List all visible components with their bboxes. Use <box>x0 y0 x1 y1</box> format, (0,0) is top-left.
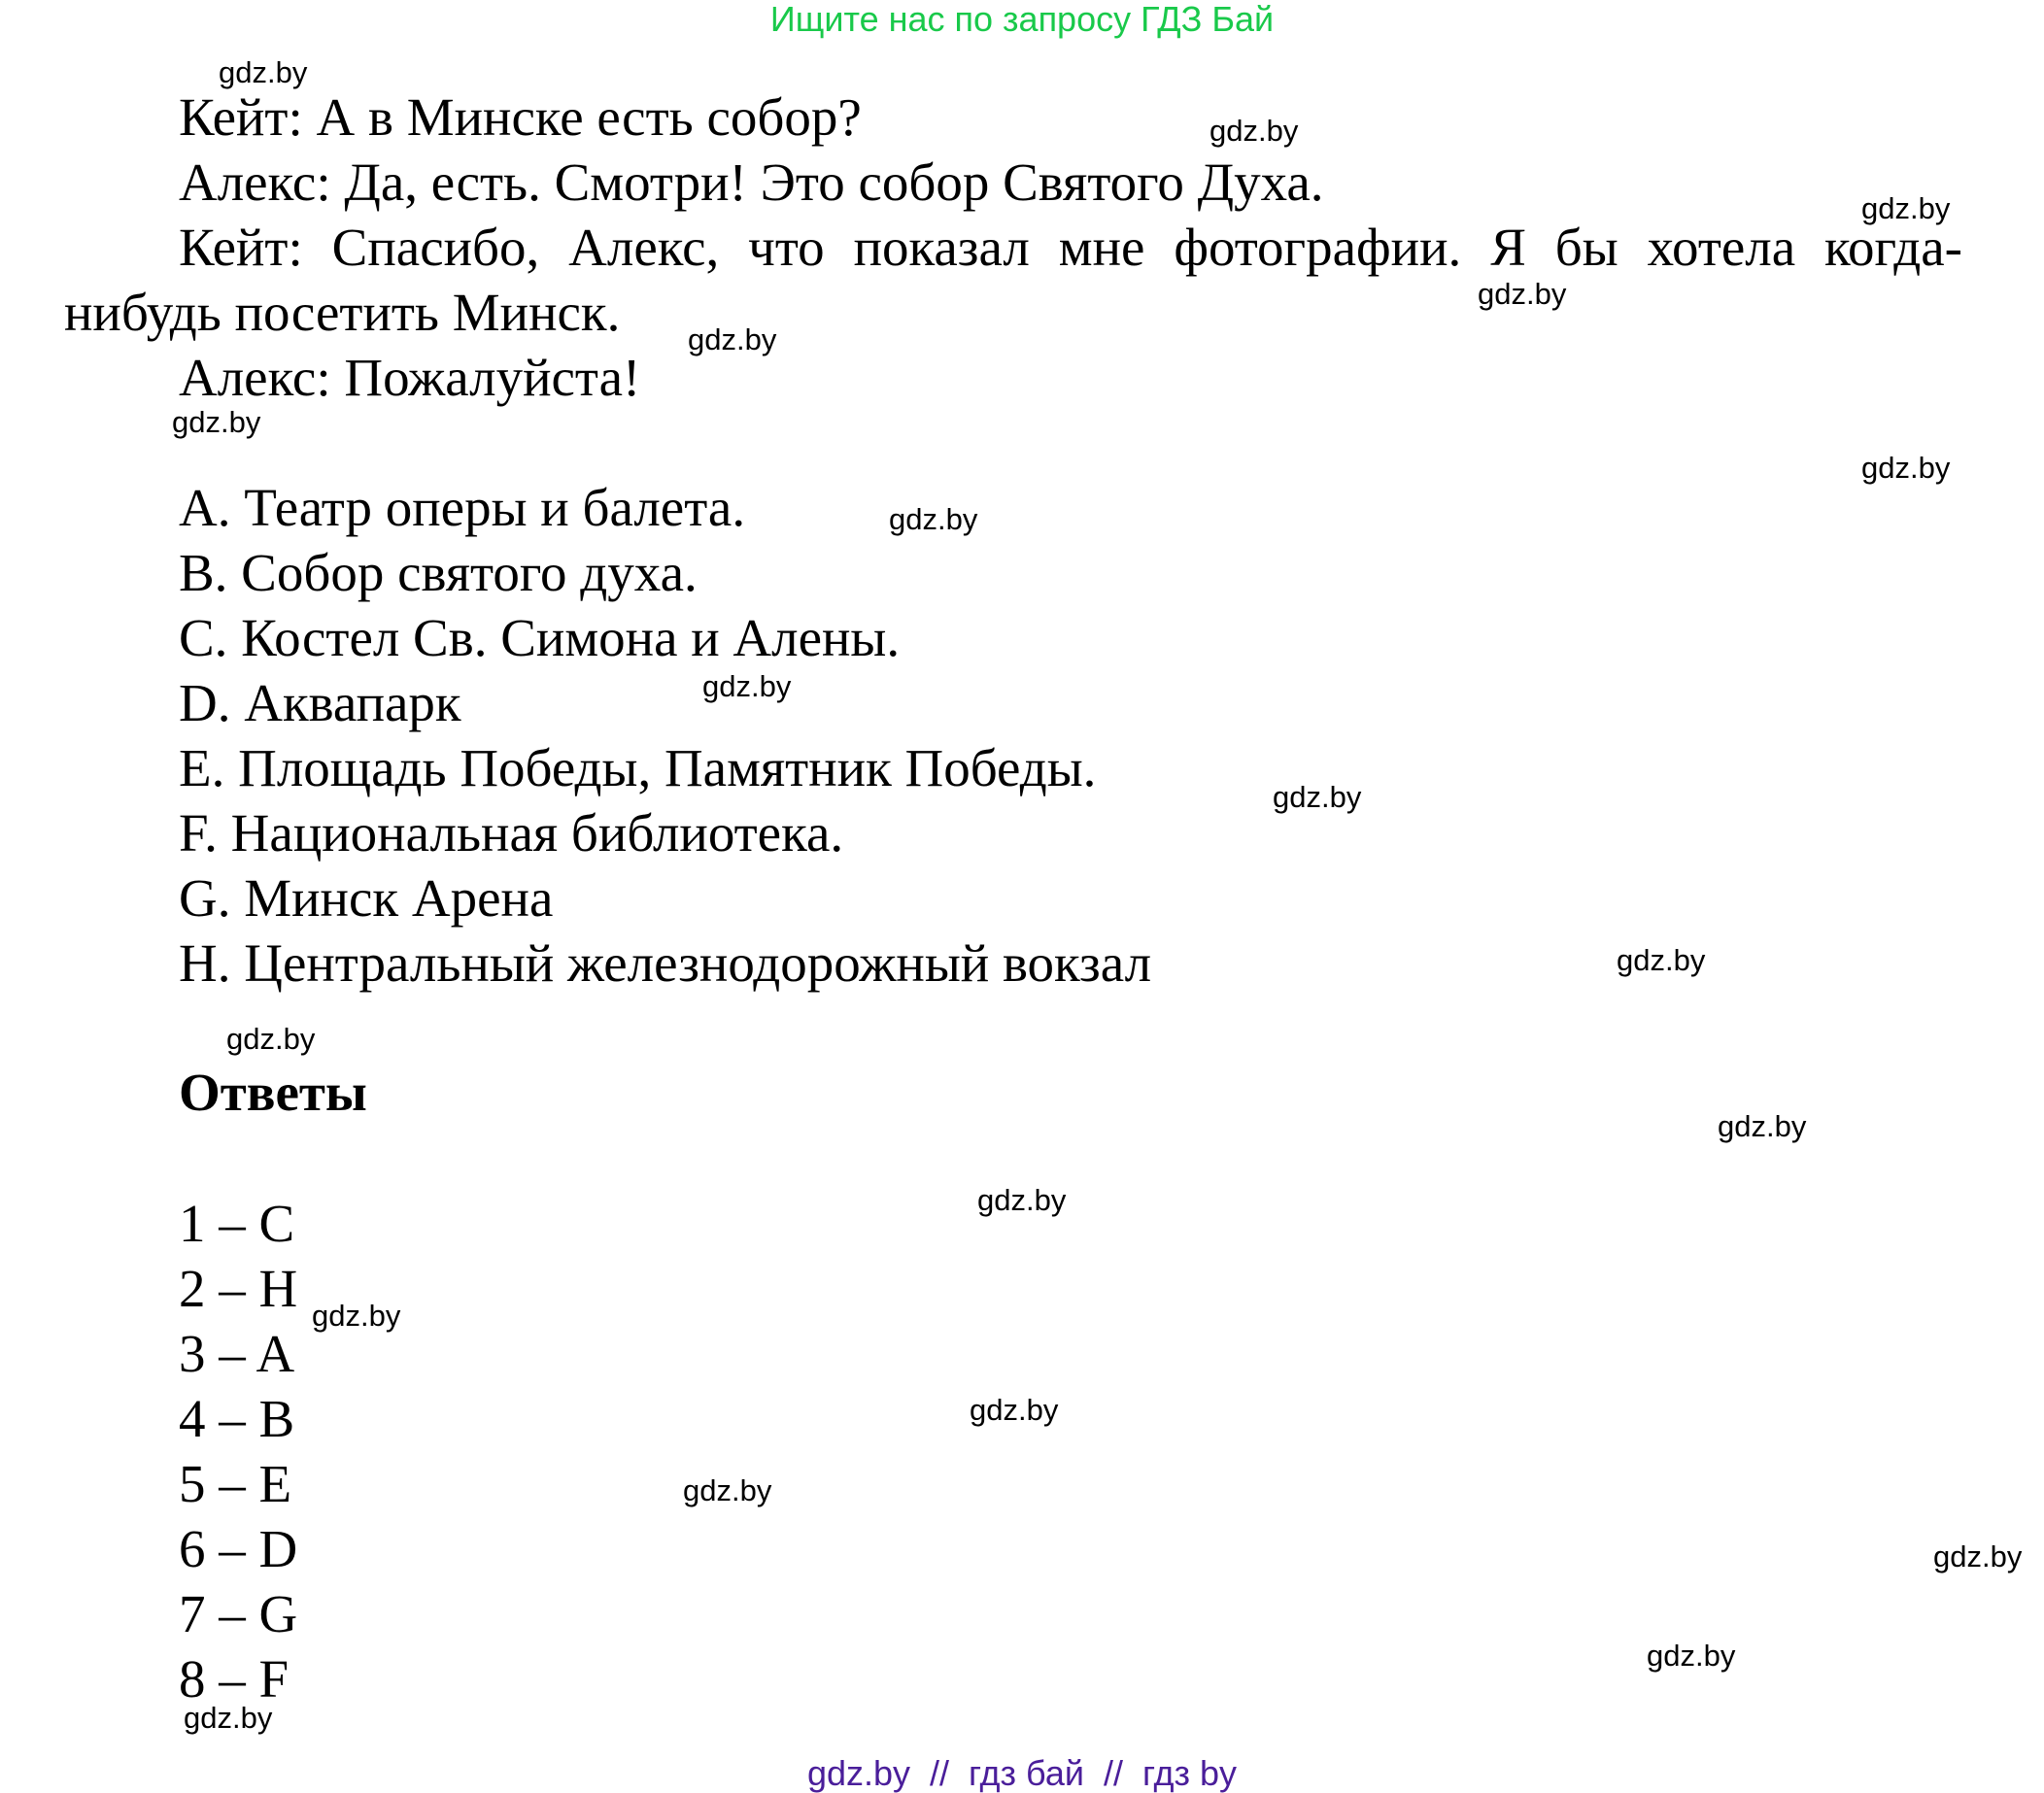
watermark: gdz.by <box>683 1473 772 1507</box>
watermark: gdz.by <box>226 1022 316 1056</box>
answer-item-7: 7 – G <box>179 1584 298 1643</box>
watermark: gdz.by <box>1933 1539 2023 1573</box>
bottom-site-banner: gdz.by // гдз бай // гдз by <box>806 1753 1238 1793</box>
watermark: gdz.by <box>1617 943 1706 977</box>
option-d: D. Аквапарк <box>179 673 461 732</box>
dialogue-line-alex-2: Алекс: Пожалуйста! <box>179 348 641 407</box>
watermark: gdz.by <box>889 502 978 536</box>
watermark: gdz.by <box>1861 191 1951 225</box>
watermark: gdz.by <box>1861 451 1951 485</box>
watermark: gdz.by <box>172 405 261 439</box>
option-h: H. Центральный железнодорожный вокзал <box>179 933 1152 993</box>
watermark: gdz.by <box>1647 1639 1736 1673</box>
watermark: gdz.by <box>688 322 777 356</box>
watermark: gdz.by <box>702 669 792 703</box>
answer-item-5: 5 – E <box>179 1454 292 1513</box>
watermark: gdz.by <box>970 1393 1059 1427</box>
watermark: gdz.by <box>1718 1109 1807 1143</box>
answer-item-8: 8 – F <box>179 1649 290 1708</box>
watermark: gdz.by <box>1273 780 1362 814</box>
dialogue-line-kate-2: Кейт: Спасибо, Алекс, что показал мне фотографии. Я бы хотела когда- <box>179 218 1962 277</box>
option-a: A. Театр оперы и балета. <box>179 478 746 537</box>
option-g: G. Минск Арена <box>179 868 554 928</box>
watermark: gdz.by <box>977 1183 1067 1217</box>
watermark: gdz.by <box>219 55 308 89</box>
answer-item-3: 3 – A <box>179 1324 295 1383</box>
dialogue-line-kate-2-continued: нибудь посетить Минск. <box>64 283 621 342</box>
answer-item-1: 1 – C <box>179 1194 295 1253</box>
watermark: gdz.by <box>184 1701 273 1735</box>
answer-item-2: 2 – H <box>179 1259 298 1318</box>
watermark: gdz.by <box>1209 114 1299 148</box>
dialogue-line-kate-1: Кейт: А в Минске есть собор? <box>179 87 862 147</box>
option-c: C. Костел Св. Симона и Алены. <box>179 608 901 667</box>
option-b: B. Собор святого духа. <box>179 543 698 602</box>
option-f: F. Национальная библиотека. <box>179 803 844 863</box>
answer-item-6: 6 – D <box>179 1519 298 1578</box>
option-e: E. Площадь Победы, Памятник Победы. <box>179 738 1097 797</box>
answer-item-4: 4 – B <box>179 1389 295 1448</box>
watermark: gdz.by <box>1478 277 1567 311</box>
answers-heading: Ответы <box>179 1063 367 1122</box>
top-search-banner: Ищите нас по запросу ГДЗ Бай <box>769 0 1275 39</box>
watermark: gdz.by <box>312 1299 401 1333</box>
dialogue-line-alex-1: Алекс: Да, есть. Смотри! Это собор Святого Духа. <box>179 152 1324 212</box>
